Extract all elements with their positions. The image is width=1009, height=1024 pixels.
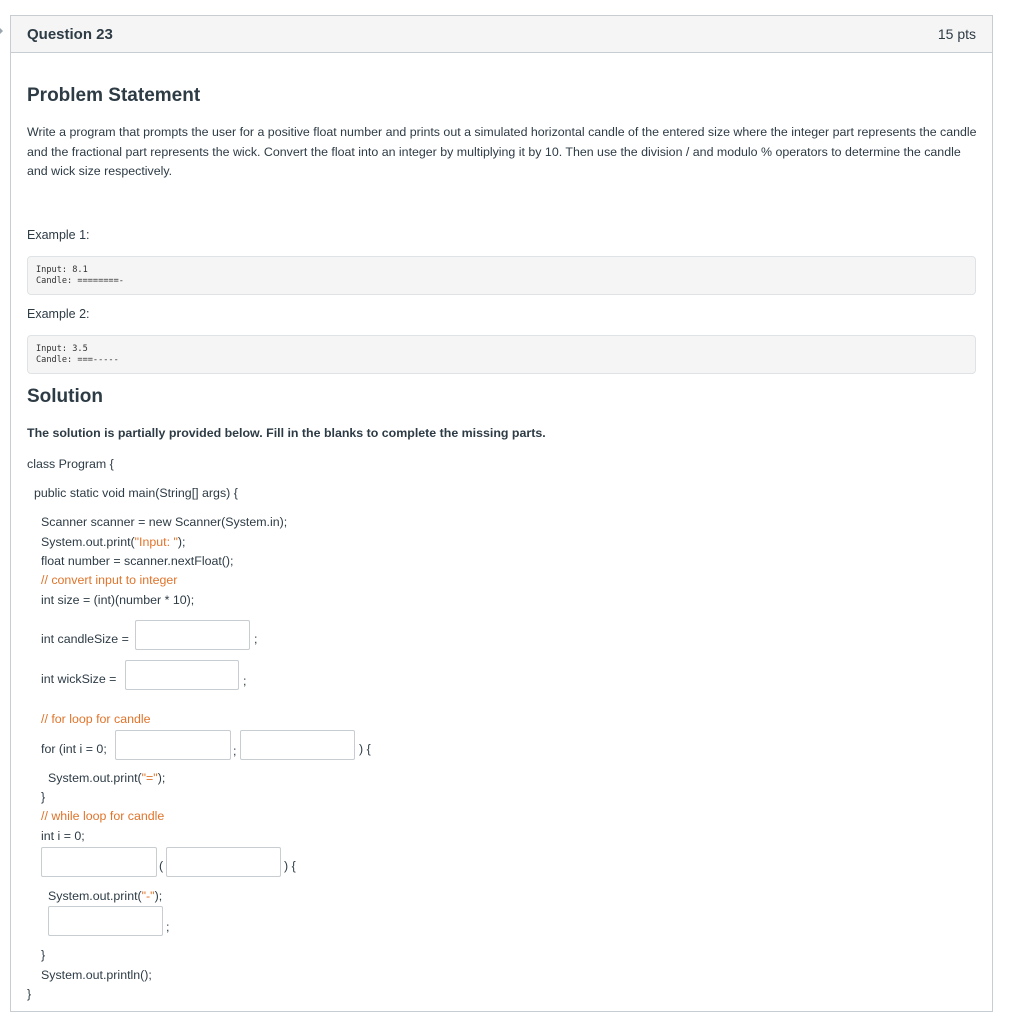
code-semicolon-2: ; — [243, 674, 247, 688]
code-print-input-string: "Input: " — [134, 535, 178, 549]
code-print-suffix: ); — [154, 889, 163, 903]
candle-size-blank-input[interactable] — [135, 620, 250, 650]
code-scanner-line: Scanner scanner = new Scanner(System.in); — [41, 515, 288, 529]
example1-candle: Candle: ========- — [36, 276, 124, 286]
example2-candle: Candle: ===----- — [36, 355, 119, 365]
code-class-line: class Program { — [27, 457, 114, 471]
example2-code-block — [27, 335, 976, 374]
code-close-brace-while: } — [41, 948, 46, 962]
code-wick-size-label: int wickSize = — [41, 672, 117, 686]
question-card — [10, 15, 993, 1012]
code-print-prefix: System.out.print( — [48, 889, 142, 903]
code-semicolon-3: ; — [233, 744, 237, 758]
code-while-suffix: ) { — [284, 859, 296, 873]
code-semicolon-1: ; — [254, 632, 258, 646]
while-increment-blank-input[interactable] — [48, 906, 163, 936]
example1-label: Example 1: — [27, 228, 90, 242]
code-print-eq-line — [48, 770, 165, 786]
example2-label: Example 2: — [27, 307, 90, 321]
while-keyword-blank-input[interactable] — [41, 847, 157, 877]
code-print-input-line — [41, 534, 185, 550]
problem-heading: Problem Statement — [27, 85, 201, 106]
code-comment-convert: // convert input to integer — [41, 573, 178, 587]
question-title: Question 23 — [27, 25, 113, 43]
question-marker — [0, 28, 3, 34]
for-increment-blank-input[interactable] — [240, 730, 355, 760]
code-print-prefix: System.out.print( — [41, 535, 135, 549]
code-size-line: int size = (int)(number * 10); — [41, 593, 195, 607]
code-close-brace-for: } — [41, 790, 46, 804]
example2-input: Input: 3.5 — [36, 344, 88, 354]
code-for-suffix: ) { — [359, 742, 371, 756]
code-print-dash-line — [48, 888, 162, 904]
question-points: 15 pts — [937, 26, 976, 42]
code-semicolon-4: ; — [166, 920, 170, 934]
code-print-suffix: ); — [157, 771, 166, 785]
code-print-prefix: System.out.print( — [48, 771, 142, 785]
for-condition-blank-input[interactable] — [115, 730, 231, 760]
code-print-eq-string: "=" — [141, 771, 158, 785]
code-print-suffix: ); — [177, 535, 186, 549]
code-open-paren: ( — [159, 859, 164, 873]
code-main-line: public static void main(String[] args) { — [34, 486, 238, 500]
code-comment-for: // for loop for candle — [41, 712, 151, 726]
wick-size-blank-input[interactable] — [125, 660, 239, 690]
example1-input: Input: 8.1 — [36, 265, 88, 275]
question-header — [11, 16, 992, 53]
code-candle-size-label: int candleSize = — [41, 632, 129, 646]
problem-statement: Write a program that prompts the user for a positive float number and prints out a simulated horizontal candle of the entered size where the integer part represents the candle and the fractional part represents the wick. Convert the float into an integer by multiplying it by 10. Then use the division / and modulo % operators to determine the candle and wick size respectively. — [27, 125, 977, 178]
solution-intro: The solution is partially provided below. Fill in the blanks to complete the missing parts. — [27, 426, 546, 440]
example1-code-block — [27, 256, 976, 295]
code-comment-while: // while loop for candle — [41, 809, 165, 823]
code-println-line: System.out.println(); — [41, 968, 152, 982]
code-int-i-line: int i = 0; — [41, 829, 85, 843]
code-print-dash-string: "-" — [141, 889, 155, 903]
while-condition-blank-input[interactable] — [166, 847, 281, 877]
code-close-brace-class: } — [27, 987, 32, 1001]
code-for-prefix: for (int i = 0; — [41, 742, 107, 756]
code-float-line: float number = scanner.nextFloat(); — [41, 554, 234, 568]
solution-heading: Solution — [27, 386, 103, 407]
